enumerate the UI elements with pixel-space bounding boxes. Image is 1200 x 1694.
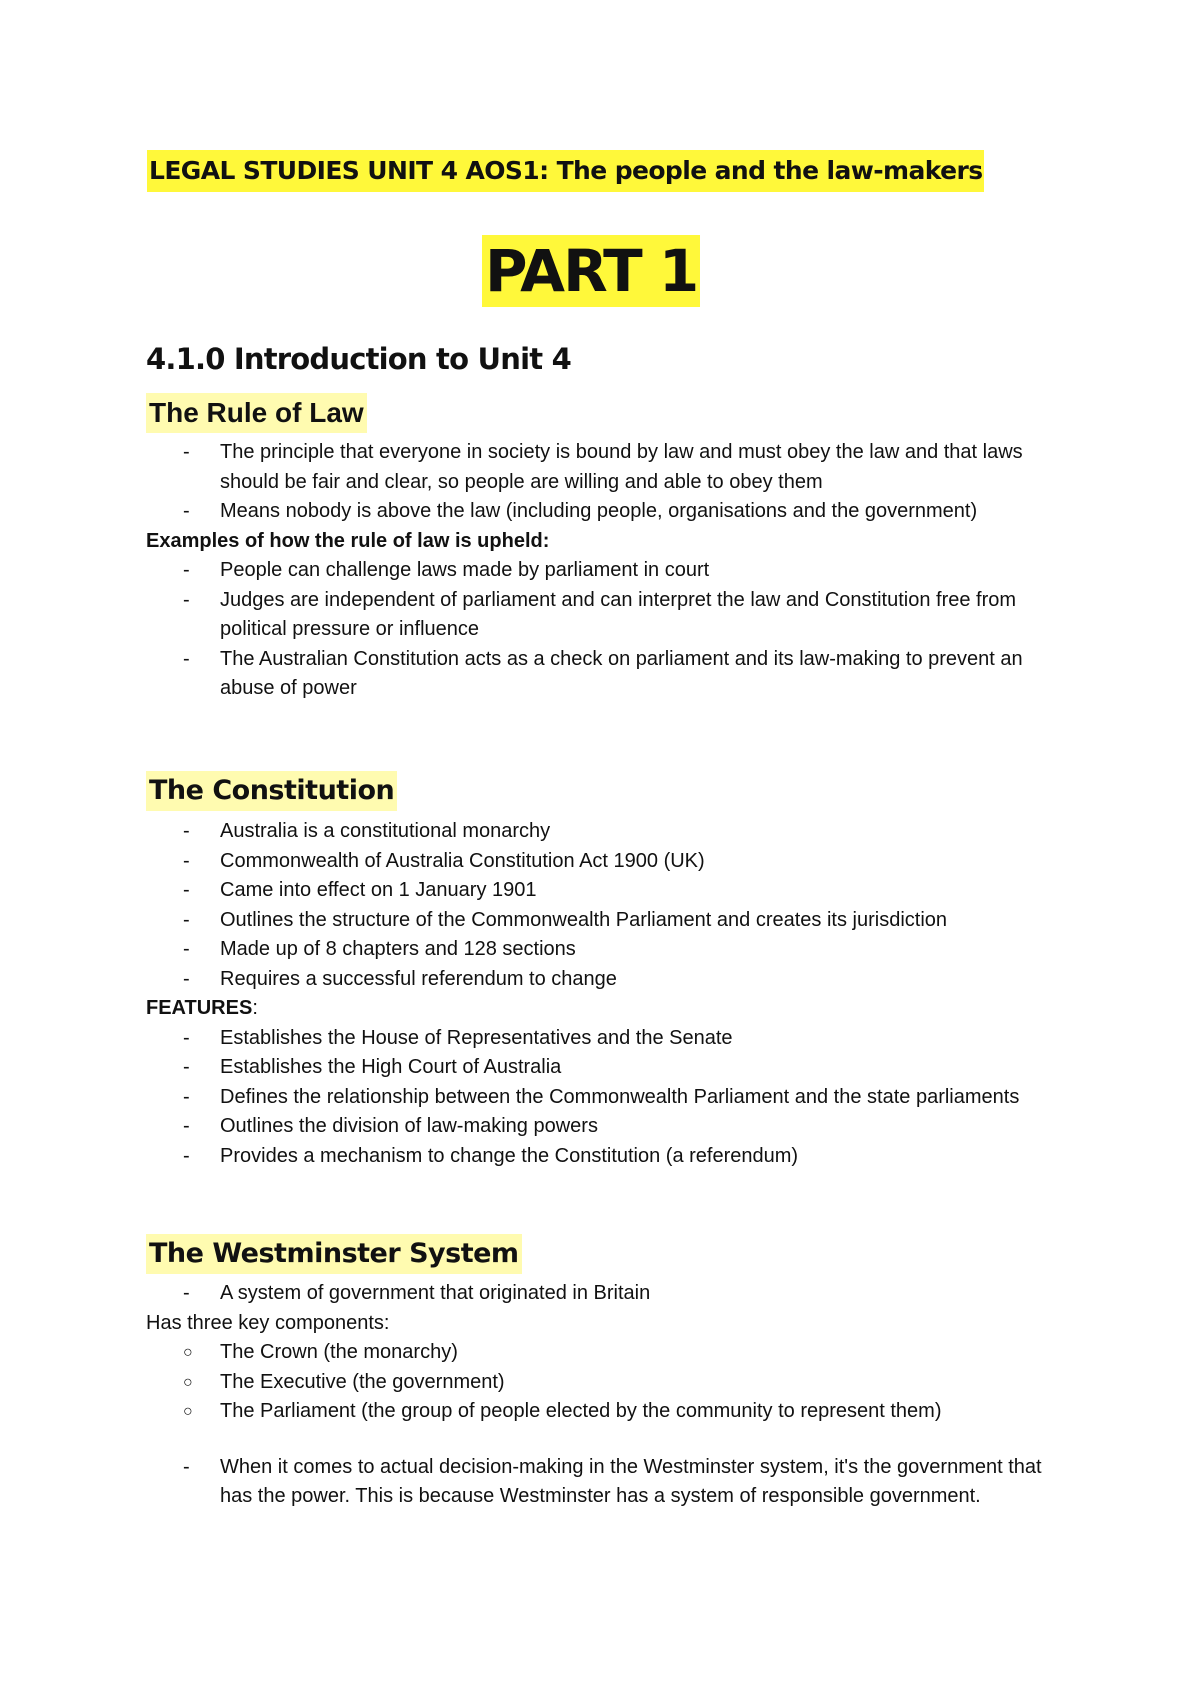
dash-bullet: -: [183, 647, 190, 670]
dash-bullet: -: [183, 1056, 190, 1078]
list-item-text: Requires a successful referendum to change: [220, 967, 617, 990]
list-item: [146, 645, 1076, 704]
dash-bullet: -: [183, 820, 190, 842]
list-item-text: Commonwealth of Australia Constitution Act 1900 (UK): [220, 849, 705, 872]
list-item: [146, 1053, 1076, 1083]
document-title: LEGAL STUDIES UNIT 4 AOS1: The people and the law-makers: [147, 150, 984, 192]
list-item-text: Outlines the division of law-making powers: [220, 1115, 598, 1137]
dash-bullet: -: [183, 938, 190, 960]
list-item-text: Came into effect on 1 January 1901: [220, 879, 537, 901]
list-item-text: Provides a mechanism to change the Constitution (a referendum): [220, 1144, 799, 1167]
list-item-text: Defines the relationship between the Commonwealth Parliament and the state parliaments: [220, 1085, 1020, 1108]
features-colon: :: [252, 997, 258, 1019]
list-item-text: The Crown (the monarchy): [220, 1341, 458, 1363]
spacer: [146, 1427, 1076, 1453]
rule-of-law-section: [146, 438, 1076, 704]
list-item-text: Establishes the House of Representatives and the Senate: [220, 1026, 733, 1049]
list-item-text: Australia is a constitutional monarchy: [220, 820, 551, 842]
list-item: [146, 497, 1076, 527]
list-item-text: Means nobody is above the law (including people, organisations and the government): [220, 500, 978, 522]
list-item-text: Made up of 8 chapters and 128 sections: [220, 938, 576, 960]
features-label: FEATURES: [146, 997, 253, 1019]
list-item: [146, 1142, 1076, 1172]
dash-bullet: -: [183, 1085, 190, 1108]
dash-bullet: -: [183, 441, 190, 463]
westminster-section: [146, 1279, 1076, 1512]
list-item-text: The Executive (the government): [220, 1370, 505, 1393]
list-item: [146, 876, 1076, 906]
dash-bullet: -: [183, 879, 190, 901]
list-item-text: The principle that everyone in society is bound by law and must obey the law and that laws should be fair and clear, so people are willing and able to obey them: [220, 441, 1023, 493]
dash-bullet: -: [183, 588, 190, 611]
list-item: [146, 847, 1076, 877]
dash-bullet: -: [183, 1026, 190, 1049]
part-heading: PART 1: [482, 235, 700, 307]
list-item-text: A system of government that originated in Britain: [220, 1282, 651, 1304]
list-item-text: Establishes the High Court of Australia: [220, 1056, 562, 1078]
examples-label: Examples of how the rule of law is upheld:: [146, 529, 550, 552]
westminster-heading: The Westminster System: [146, 1234, 522, 1274]
list-item: [146, 1112, 1076, 1142]
list-item: [146, 1024, 1076, 1054]
dash-bullet: -: [183, 849, 190, 872]
list-item: [146, 817, 1076, 847]
list-item: [146, 1083, 1076, 1113]
list-item: [146, 1397, 1076, 1427]
list-item: [146, 438, 1076, 497]
circle-bullet-icon: ○: [183, 1403, 193, 1420]
constitution-section: [146, 817, 1076, 1171]
dash-bullet: -: [183, 967, 190, 990]
section-title: 4.1.0 Introduction to Unit 4: [146, 342, 572, 376]
dash-bullet: -: [183, 559, 190, 581]
constitution-heading: The Constitution: [146, 771, 397, 811]
list-item-text: Judges are independent of parliament and can interpret the law and Constitution free from political pressure or influence: [220, 588, 1017, 640]
list-item: [146, 586, 1076, 645]
dash-bullet: -: [183, 908, 190, 931]
dash-bullet: -: [183, 1144, 190, 1167]
dash-bullet: -: [183, 1115, 190, 1137]
circle-bullet-icon: ○: [183, 1344, 193, 1361]
dash-bullet: -: [183, 1282, 190, 1304]
circle-bullet-icon: ○: [183, 1373, 193, 1391]
list-item: [146, 1368, 1076, 1398]
list-item: [146, 1453, 1076, 1512]
rule-of-law-heading: The Rule of Law: [146, 393, 367, 433]
list-item: [146, 556, 1076, 586]
features-label-line: [146, 994, 1076, 1024]
list-item-text: Outlines the structure of the Commonwealth Parliament and creates its jurisdiction: [220, 908, 948, 931]
dash-bullet: -: [183, 1455, 190, 1478]
list-item: [146, 965, 1076, 995]
list-item-text: The Australian Constitution acts as a check on parliament and its law-making to prevent an abuse of power: [220, 647, 1023, 699]
list-item-text: When it comes to actual decision-making in the Westminster system, it's the government that has the power. This is because Westminster has a system of responsible government.: [220, 1455, 1042, 1507]
list-item-text: The Parliament (the group of people elected by the community to represent them): [220, 1400, 942, 1422]
components-label: Has three key components:: [146, 1311, 390, 1334]
list-item-text: People can challenge laws made by parliament in court: [220, 559, 710, 581]
list-item: [146, 1338, 1076, 1368]
list-item: [146, 935, 1076, 965]
dash-bullet: -: [183, 500, 190, 522]
list-item: [146, 1279, 1076, 1309]
list-item: [146, 906, 1076, 936]
